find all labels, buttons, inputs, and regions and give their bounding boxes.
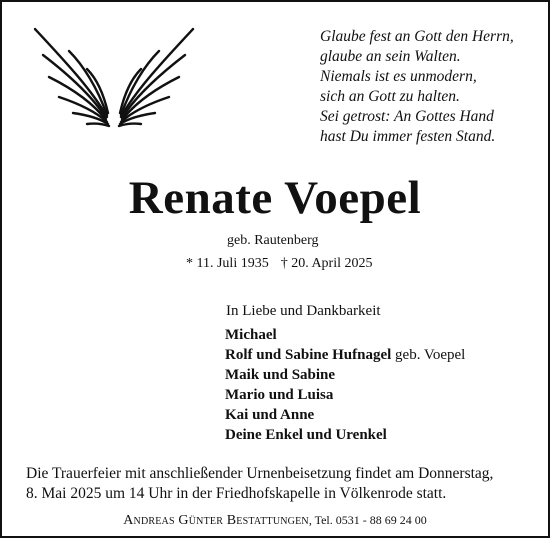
poem-line: Glaube fest an Gott den Herrn, bbox=[320, 28, 514, 45]
mourner-row bbox=[225, 385, 465, 405]
mourner-row bbox=[225, 365, 465, 385]
mourner-row bbox=[225, 345, 465, 365]
life-dates bbox=[186, 255, 373, 273]
poem-line: Sei getrost: An Gottes Hand bbox=[320, 108, 494, 125]
deceased-name: Renate Voepel bbox=[128, 172, 422, 224]
death-date: † 20. April 2025 bbox=[280, 256, 373, 271]
mourner-name: Kai und Anne bbox=[225, 407, 315, 423]
mourner-note: geb. Voepel bbox=[391, 347, 466, 363]
birth-name: geb. Rautenberg bbox=[227, 233, 319, 248]
mourner-name: Rolf und Sabine Hufnagel bbox=[225, 347, 392, 363]
poem bbox=[320, 27, 544, 147]
mourner-name: Mario und Luisa bbox=[225, 387, 334, 403]
poem-line: glaube an sein Walten. bbox=[320, 48, 461, 65]
mourner-row bbox=[225, 425, 465, 445]
mourner-name: Deine Enkel und Urenkel bbox=[225, 427, 387, 443]
angel-wings-icon bbox=[33, 25, 195, 133]
poem-line: hast Du immer festen Stand. bbox=[320, 128, 496, 145]
undertaker-phone: , Tel. 0531 - 88 69 24 00 bbox=[308, 513, 427, 527]
notice-line: 8. Mai 2025 um 14 Uhr in der Friedhofskapelle in Völkenrode statt. bbox=[26, 485, 447, 502]
undertaker-footer bbox=[0, 512, 550, 529]
mourner-row bbox=[225, 325, 465, 345]
mourner-row bbox=[225, 405, 465, 425]
mourners-intro: In Liebe und Dankbarkeit bbox=[226, 303, 381, 319]
mourners-list bbox=[225, 325, 465, 445]
funeral-notice bbox=[26, 464, 536, 504]
undertaker-name: Andreas Günter Bestattungen bbox=[123, 513, 309, 528]
mourner-name: Maik und Sabine bbox=[225, 367, 336, 383]
birth-date: * 11. Juli 1935 bbox=[186, 256, 269, 271]
mourner-name: Michael bbox=[225, 327, 277, 343]
poem-line: sich an Gott zu halten. bbox=[320, 88, 460, 105]
poem-line: Niemals ist es unmodern, bbox=[320, 68, 477, 85]
notice-line: Die Trauerfeier mit anschließender Urnenbeisetzung findet am Donnerstag, bbox=[26, 465, 494, 482]
